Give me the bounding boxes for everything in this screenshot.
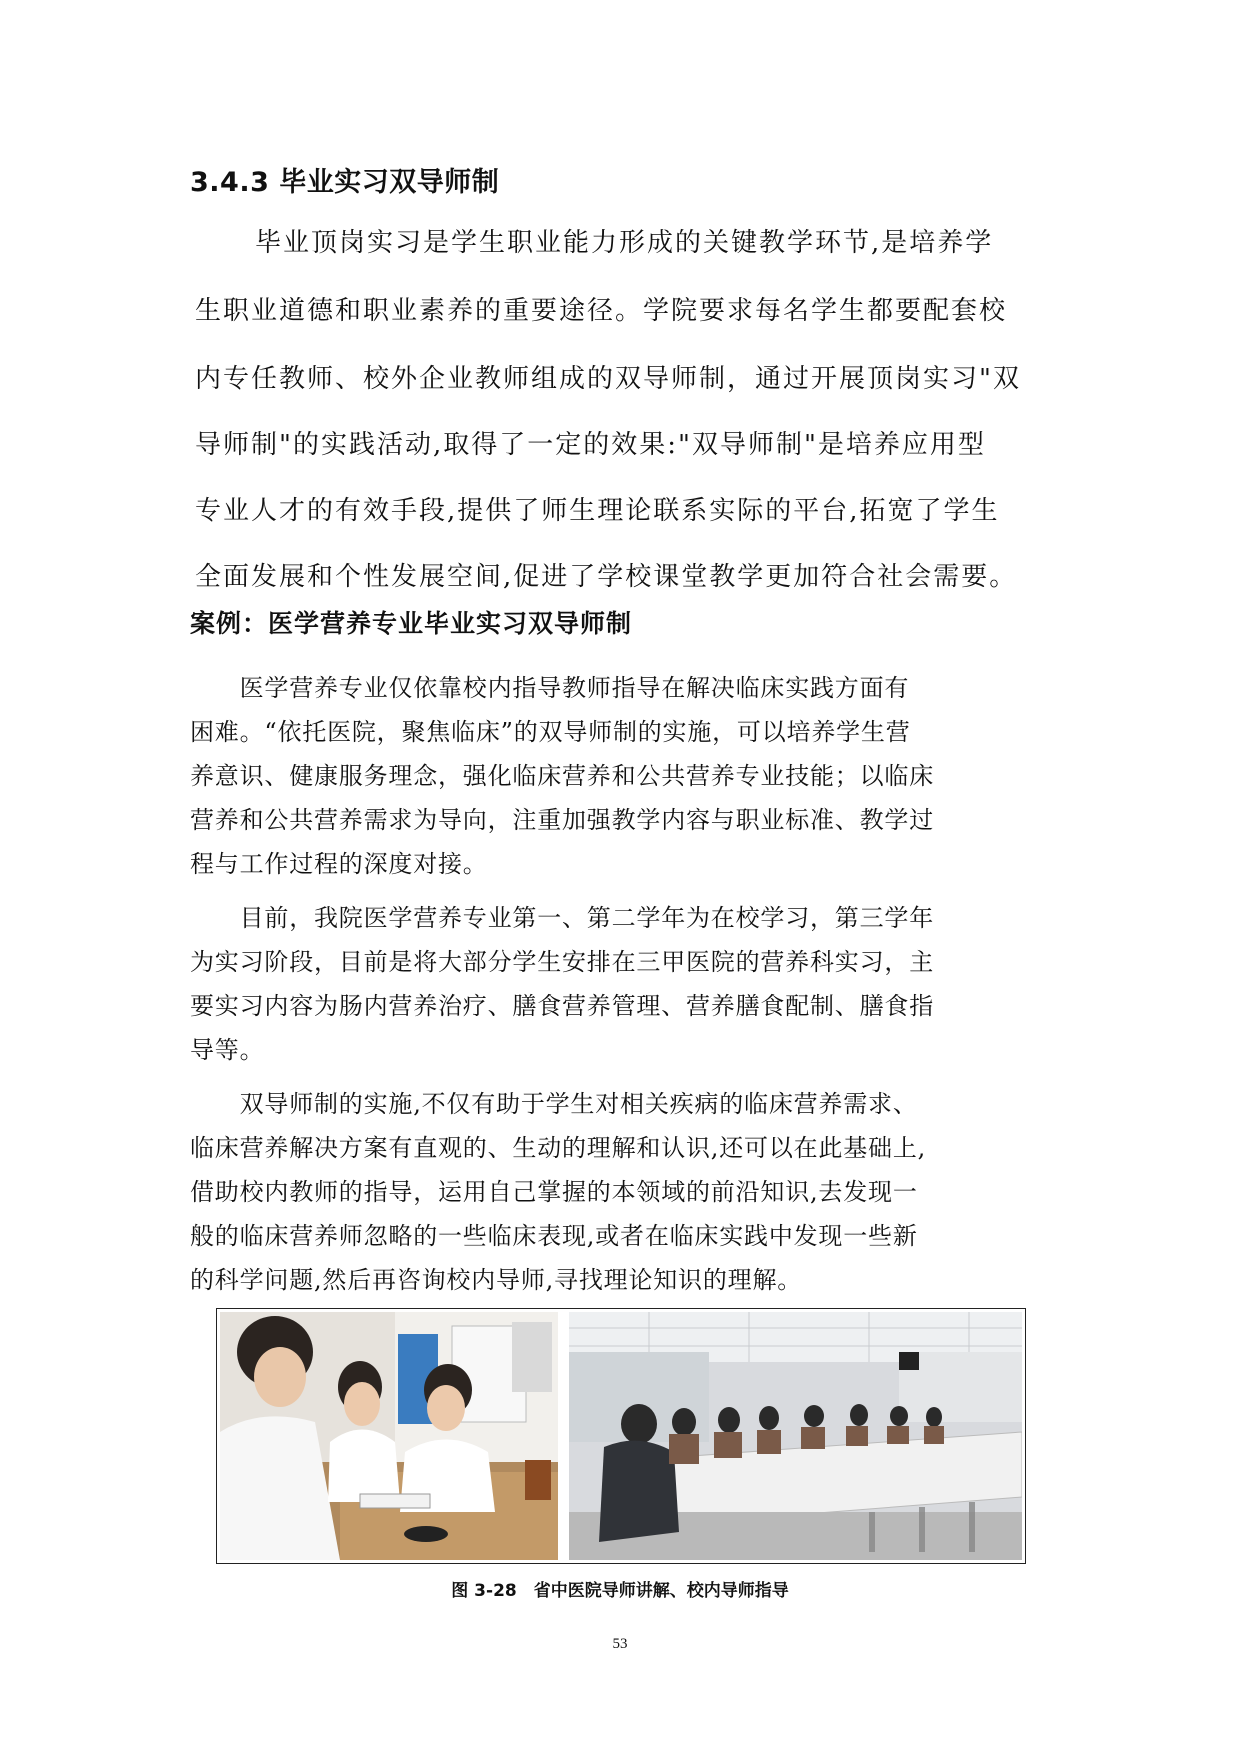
- case-paragraph: [190, 1082, 1060, 1302]
- paragraph-line: 为实习阶段，目前是将大部分学生安排在三甲医院的营养科实习，主: [190, 948, 934, 976]
- case-paragraph: [190, 896, 1060, 1072]
- intro-line: 全面发展和个性发展空间,促进了学校课堂教学更加符合社会需要。: [195, 562, 1018, 592]
- intro-line: 生职业道德和职业素养的重要途径。学院要求每名学生都要配套校: [195, 296, 1008, 326]
- paragraph-line: 借助校内教师的指导，运用自己掌握的本领域的前沿知识,去发现一: [190, 1178, 918, 1206]
- section-title: 3.4.3 毕业实习双导师制: [190, 167, 500, 198]
- paragraph-line: 营养和公共营养需求为导向，注重加强教学内容与职业标准、教学过: [190, 806, 934, 834]
- paragraph-line: 双导师制的实施,不仅有助于学生对相关疾病的临床营养需求、: [190, 1090, 918, 1118]
- figure-photos: [216, 1308, 1026, 1564]
- paragraph-line: 养意识、健康服务理念，强化临床营养和公共营养专业技能；以临床: [190, 762, 934, 790]
- paragraph-line: 目前，我院医学营养专业第一、第二学年为在校学习，第三学年: [190, 904, 934, 932]
- hospital-tutor-photo: [220, 1312, 558, 1560]
- intro-line: 内专任教师、校外企业教师组成的双导师制，通过开展顶岗实习"双: [195, 364, 1021, 394]
- case-paragraph: [190, 666, 1060, 886]
- paragraph-line: 导等。: [190, 1036, 265, 1064]
- paragraph-line: 要实习内容为肠内营养治疗、膳食营养管理、营养膳食配制、膳食指: [190, 992, 934, 1020]
- paragraph-line: 的科学问题,然后再咨询校内导师,寻找理论知识的理解。: [190, 1266, 803, 1294]
- intro-line: 专业人才的有效手段,提供了师生理论联系实际的平台,拓宽了学生: [195, 496, 1000, 526]
- paragraph-line: 程与工作过程的深度对接。: [190, 850, 488, 878]
- figure-caption: 图 3-28 省中医院导师讲解、校内导师指导: [451, 1581, 789, 1601]
- intro-line: 导师制"的实践活动,取得了一定的效果:"双导师制"是培养应用型: [195, 430, 986, 460]
- paragraph-line: 临床营养解决方案有直观的、生动的理解和认识,还可以在此基础上,: [190, 1134, 927, 1162]
- page-number: 53: [612, 1636, 628, 1652]
- paragraph-line: 般的临床营养师忽略的一些临床表现,或者在临床实践中发现一些新: [190, 1222, 918, 1250]
- paragraph-line: 困难。“依托医院，聚焦临床”的双导师制的实施，可以培养学生营: [190, 718, 911, 746]
- paragraph-line: 医学营养专业仅依靠校内指导教师指导在解决临床实践方面有: [190, 674, 910, 702]
- campus-tutor-photo: [569, 1312, 1022, 1560]
- case-heading: 案例：医学营养专业毕业实习双导师制: [190, 609, 633, 638]
- intro-line: 毕业顶岗实习是学生职业能力形成的关键教学环节,是培养学: [255, 228, 994, 258]
